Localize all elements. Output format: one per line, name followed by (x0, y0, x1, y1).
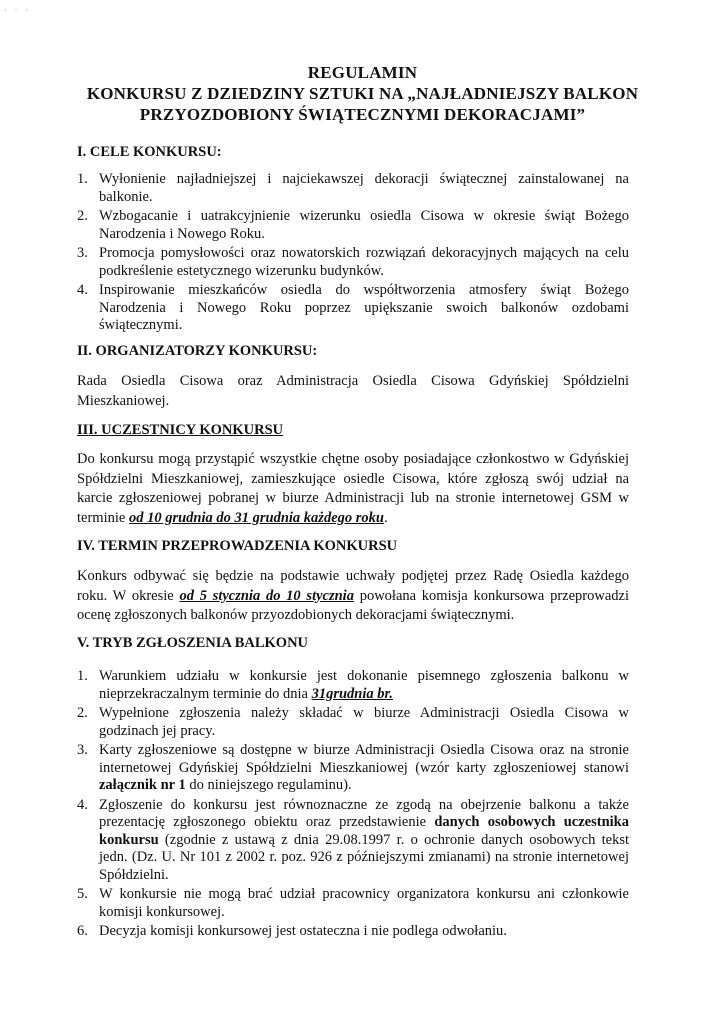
section-4-heading: IV. TERMIN PRZEPROWADZENIA KONKURSU (77, 538, 398, 554)
section-2-text: Rada Osiedla Cisowa oraz Administracja Osiedla Cisowa Gdyńskiej Spółdzielni Mieszkaniowej. (77, 373, 629, 409)
section-3-heading-text: III. UCZESTNICY KONKURSU (77, 422, 284, 438)
item-number: 5. (77, 886, 88, 902)
list-item (77, 208, 629, 243)
title-line-3: PRZYOZDOBIONY ŚWIĄTECZNYMI DEKORACJAMI” (139, 105, 586, 124)
list-item (77, 668, 629, 703)
item-number: 6. (77, 923, 88, 939)
item-personal-data-bold: danych osobowych uczestnika konkursu (99, 814, 629, 848)
list-item (77, 742, 629, 795)
list-item (77, 171, 629, 206)
item-number: 1. (77, 171, 88, 187)
item-text: Decyzja komisji konkursowej jest ostateczna i nie podlega odwołaniu. (99, 923, 507, 939)
section-3-text-before: Do konkursu mogą przystąpić wszystkie chętne osoby posiadające członkostwo w Gdyńskiej Spółdzielni Mieszkaniowej, zamieszkujące osiedle Cisowa, które zgłoszą swój udział na karcie zgłoszeniowej pobranej w biurze Administracji lub na stronie internetowej GSM w terminie (77, 451, 629, 526)
item-attachment-bold: załącznik nr 1 (99, 777, 186, 793)
list-item (77, 923, 629, 941)
section-4-text-before: Konkurs odbywać się będzie na podstawie uchwały podjętej przez Radę Osiedla każdego roku. W okresie (77, 568, 629, 604)
item-text-after: do niniejszego regulaminu). (185, 777, 352, 793)
item-text: Promocja pomysłowości oraz nowatorskich rozwiązań dekoracyjnych mających na celu podkreślenie estetycznego wizerunku budynków. (99, 245, 629, 279)
item-text: Wypełnione zgłoszenia należy składać w biurze Administracji Osiedla Cisowa w godzinach jej pracy. (99, 705, 629, 739)
section-3-text-after: . (383, 509, 388, 526)
section-3-heading (77, 422, 283, 439)
section-5-list (77, 668, 629, 941)
item-number: 3. (77, 742, 88, 758)
item-number: 4. (77, 282, 88, 298)
item-deadline-date: 31grudnia br. (311, 685, 393, 702)
list-item (77, 245, 629, 280)
item-text: Zgłoszenie do konkursu jest równoznaczne ze zgodą na obejrzenie balkonu a także prezentację zgłoszonego obiektu oraz przedstawienie (99, 796, 629, 830)
section-4-text (77, 567, 629, 626)
item-text: Karty zgłoszeniowe są dostępne w biurze Administracji Osiedla Cisowa oraz na stronie internetowej Gdyńskiej Spółdzielni Mieszkaniowej (wzór karty zgłoszeniowej stanowi (99, 742, 629, 776)
list-item (77, 886, 629, 921)
title-line-2: KONKURSU Z DZIEDZINY SZTUKI NA „NAJŁADNIEJSZY BALKON (86, 84, 639, 103)
section-1-list (77, 171, 629, 335)
list-item (77, 705, 629, 740)
item-text-after: (zgodnie z ustawą z dnia 29.08.1997 r. o ochronie danych osobowych tekst jedn. (Dz. U. Nr 101 z 2002 r. poz. 926 z późniejszymi zmianami) na stronie internetowej Spółdzielni. (99, 831, 629, 883)
section-5-heading: V. TRYB ZGŁOSZENIA BALKONU (77, 635, 309, 651)
item-text: Wyłonienie najładniejszej i najciekawszej dekoracji świątecznej zainstalowanej na balkonie. (99, 171, 629, 205)
item-number: 4. (77, 796, 88, 813)
section-3-date-range: od 10 grudnia do 31 grudnia każdego roku (128, 509, 384, 526)
title-regulamin: REGULAMIN (307, 63, 418, 82)
item-number: 3. (77, 245, 88, 261)
section-1-heading: I. CELE KONKURSU: (77, 144, 222, 160)
item-number: 1. (77, 668, 88, 684)
item-text: Wzbogacanie i uatrakcyjnienie wizerunku osiedla Cisowa w okresie świąt Bożego Narodzenia i Nowego Roku. (99, 208, 629, 242)
section-4-text-after: powołana komisja konkursowa przeprowadzi ocenę zgłoszonych balkonów przyozdobionych dekoracjami świątecznymi. (77, 587, 629, 623)
item-text: Inspirowanie mieszkańców osiedla do współtworzenia atmosfery świąt Bożego Narodzenia i Nowego Roku poprzez upiększanie swoich balkonów ozdobami świątecznymi. (99, 282, 629, 333)
list-item (77, 797, 629, 885)
scan-marks: · · · (4, 6, 31, 15)
section-4-date-range: od 5 stycznia do 10 stycznia (179, 587, 354, 604)
section-3-text (77, 450, 629, 528)
item-text: Warunkiem udziału w konkursie jest dokonanie pisemnego zgłoszenia balkonu w nieprzekraczalnym terminie do dnia (99, 668, 629, 702)
item-number: 2. (77, 705, 88, 721)
item-number: 2. (77, 208, 88, 224)
list-item (77, 282, 629, 335)
item-text: W konkursie nie mogą brać udział pracownicy organizatora konkursu ani członkowie komisji konkursowej. (99, 886, 629, 920)
section-2-heading: II. ORGANIZATORZY KONKURSU: (77, 343, 318, 359)
